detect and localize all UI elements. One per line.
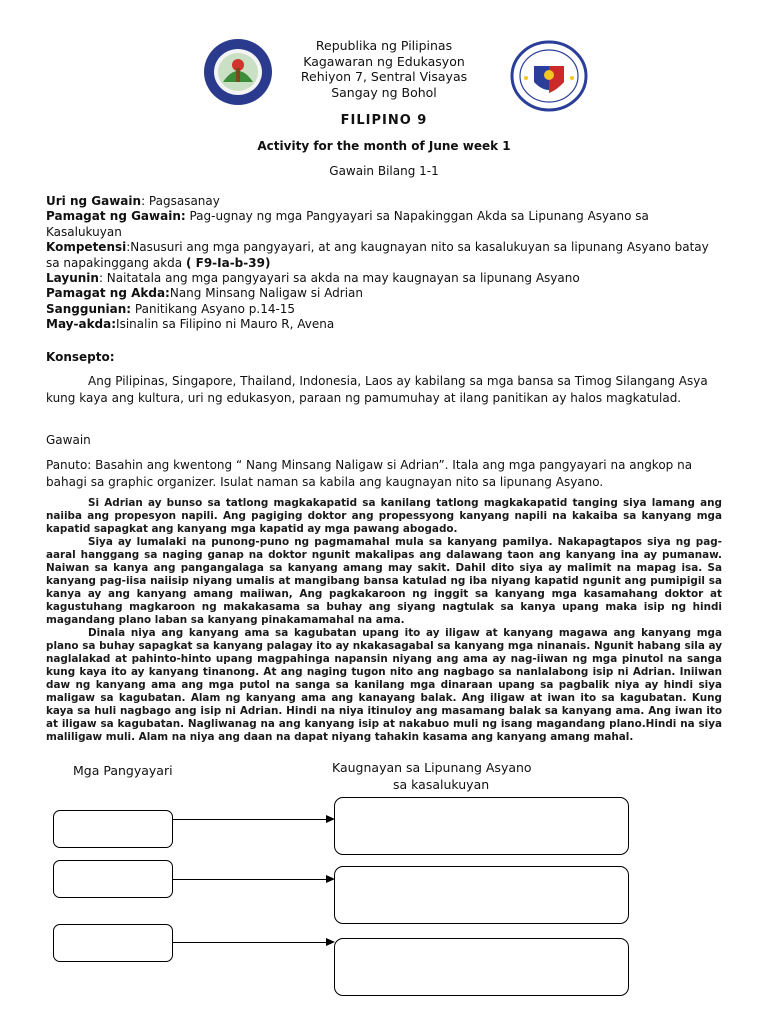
story-paragraph: Si Adrian ay bunso sa tatlong magkakapatid sa kanilang tatlong magkakapatid tanging siya lamang ang naiiba ang propesyon napili. Ang pagiging doktor ang propessyong kanyang napili na kakaiba sa kanyang mga kapatid sapagkat ang kanyang mga kapatid ay mga pawang abogado.	[46, 497, 722, 535]
event-box-1[interactable]	[53, 810, 173, 848]
panuto-instructions: Panuto: Basahin ang kwentong “ Nang Minsang Naligaw si Adrian”. Itala ang mga pangyayari na angkop na bahagi sa graphic organizer. Isulat naman sa kabila ang kaugnayan nito sa lipunang Asyano.	[46, 458, 693, 489]
header-line: Rehiyon 7, Sentral Visayas	[300, 69, 468, 84]
organizer-right-label: Kaugnayan sa Lipunang Asyano	[332, 760, 532, 775]
arrow-3	[173, 942, 333, 943]
konsepto-text: Ang Pilipinas, Singapore, Thailand, Indonesia, Laos ay kabilang sa mga bansa sa Timog Silangang Asya kung kaya ang kultura, uri ng edukasyon, paraan ng pamumuhay at ilang panitikan ay halos magkatulad.	[46, 374, 708, 405]
header-line: Kagawaran ng Edukasyon	[303, 53, 465, 69]
meta-kompetensi	[46, 240, 726, 271]
meta-value: : Naitatala ang mga pangyayari sa akda na may kaugnayan sa lipunang Asyano	[98, 271, 580, 285]
organizer-right-label-2: sa kasalukuyan	[393, 777, 490, 792]
event-box-2[interactable]	[53, 860, 173, 898]
meta-value: : Pagsasanay	[141, 194, 220, 208]
meta-uri	[46, 194, 726, 210]
meta-label: Uri ng Gawain	[46, 194, 142, 208]
page-title: FILIPINO 9	[340, 113, 428, 128]
relation-box-3[interactable]	[334, 938, 629, 996]
arrow-2	[173, 879, 333, 880]
activity-subtitle: Activity for the month of June week 1	[257, 139, 511, 153]
gawain-heading: Gawain	[46, 433, 91, 447]
story-text	[46, 497, 722, 744]
meta-label: Kompetensi	[46, 240, 127, 254]
organizer-left-label: Mga Pangyayari	[73, 763, 173, 778]
header-line: Sangay ng Bohol	[331, 84, 437, 100]
event-box-3[interactable]	[53, 924, 173, 962]
meta-value: Isinalin sa Filipino ni Mauro R, Avena	[116, 317, 335, 331]
meta-label: May-akda:	[46, 317, 117, 331]
meta-layunin	[46, 271, 726, 287]
meta-value: Nang Minsang Naligaw si Adrian	[169, 286, 363, 300]
meta-label: Layunin	[46, 271, 99, 285]
meta-value: Panitikang Asyano p.14-15	[131, 302, 296, 316]
story-paragraph: Dinala niya ang kanyang ama sa kagubatan upang ito ay iligaw at kanyang magawa ang kanyang mga plano sa buhay sapagkat sa kanyang palagay ito ay nkakasagabal sa kanyang mga ninanais. Ngunit habang sila ay naglalakad at pahinto-hinto upang magpahinga napansin niyang ang ama ay nag-iiwan ng mga pinutol na sanga kung kaya ito ay kanyang tinanong. At ang naging tugon nito ang nagbago sa nanlalabong isip ni Adrian. Iniiwan daw ng kanyang ama ang mga putol na sanga sa kanilang mga dinaraan upang sa pagbalik niya ay hindi siya maligaw sa kagubatan. Alam ng kanyang ama ang kanayang balak. Ang iligaw at iwan ito sa kagubatan. Kung kaya sa huli nagbago ang isip ni Adrian. Hindi na niya itinuloy ang masamang balak sa kanyang ama. Ang iwan ito at iligaw sa kagubatan. Nagliwanag na ang kanyang isip at nakabuo muli ng isang magandang plano.Hindi na siya maliligaw muli. Alam na niya ang daan na dapat niyang tahakin kasama ang kanyang amang mahal.	[46, 627, 722, 743]
letterhead	[0, 38, 768, 100]
meta-akda	[46, 286, 726, 302]
meta-mayakda	[46, 317, 726, 333]
meta-value: Pag-ugnay ng mga Pangyayari sa Napakinggan Akda sa Lipunang Asyano sa Kasalukuyan	[46, 209, 649, 239]
meta-value: :Nasusuri ang mga pangyayari, at ang kaugnayan nito sa kasalukuyan sa lipunang Asyano batay sa napakinggang akda	[46, 240, 709, 270]
konsepto-heading: Konsepto:	[46, 350, 115, 364]
meta-label: Pamagat ng Gawain:	[46, 209, 186, 223]
relation-box-2[interactable]	[334, 866, 629, 924]
activity-number: Gawain Bilang 1-1	[329, 164, 439, 178]
arrow-1	[173, 819, 333, 820]
meta-sanggunian	[46, 302, 726, 318]
meta-label: Pamagat ng Akda:	[46, 286, 170, 300]
header-line: Republika ng Pilipinas	[315, 38, 453, 53]
story-paragraph: Siya ay lumalaki na punong-puno ng pagmamahal mula sa kanyang pamilya. Nakapagtapos siya ng pag-aaral hanggang sa naging ganap na doktor ngunit makalipas ang dalawang taon ang kanyang ina ay pumanaw. Naiwan sa kanya ang pangangalaga sa kanyang amang may sakit. Dahil dito siya ay malimit na mapag isa. Sa kanyang pag-iisa naiisip niyang umalis at mangibang bansa katulad ng iba niyang kapatid ngunit ang pumipigil sa kanya ay ang kanyang amang maiiwan, Ang pagkakaroon ng inggit sa kanyang mga kasamahang doktor at kagustuhang magkaroon ng makakasama sa buhay ang siyang nagtulak sa kanya upang maka isip ng hindi magandang plano laban sa kanyang pinakamamahal na ama.	[46, 536, 722, 626]
meta-pamagat	[46, 209, 726, 240]
meta-label: Sanggunian:	[46, 302, 132, 316]
relation-box-1[interactable]	[334, 797, 629, 855]
competency-code: ( F9-Ia-b-39)	[185, 255, 271, 270]
